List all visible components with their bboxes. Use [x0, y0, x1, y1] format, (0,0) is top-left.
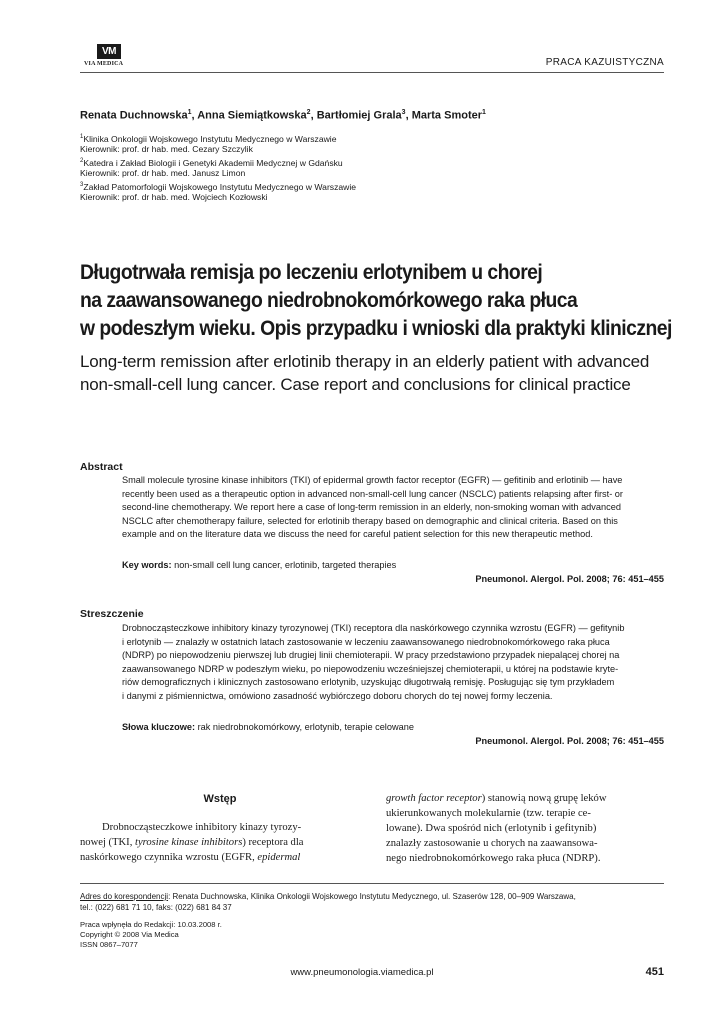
title-polish: Długotrwała remisja po leczeniu erlotynibem u chorej na zaawansowanego niedrobnokomórkowego raka płuca w podeszłym wieku. Opis przypadku i wnioski dla praktyki klinicznej — [80, 260, 672, 340]
affiliation-head: Kierownik: prof. dr hab. med. Cezary Szczylik — [80, 144, 253, 154]
author: Marta Smoter — [411, 109, 482, 122]
copyright: Copyright © 2008 Via Medica — [80, 930, 179, 939]
header-rule — [80, 72, 664, 73]
intro-heading: Wstęp — [203, 793, 237, 805]
streszczenie-heading: Streszczenie — [80, 608, 144, 620]
section-label: PRACA KAZUISTYCZNA — [545, 57, 664, 68]
author-list: Renata Duchnowska$^1$, Anna Siemiątkowska$^2$, Bartłomiej Grala$^3$, Marta Smoter$^1$ — [80, 109, 486, 122]
streszczenie-citation: Pneumonol. Alergol. Pol. 2008; 76: 451–455 — [475, 736, 664, 746]
abstract-heading: Abstract — [80, 461, 123, 473]
author: Anna Siemiątkowska — [197, 109, 307, 122]
correspondence: Adres do korespondencji: Renata Duchnowska, Klinika Onkologii Wojskowego Instytutu Medycznego, ul. Szaserów 128, 00–909 Warszawa, tel.: (022) 681 71 10, faks: (022) 681 84 37 — [80, 892, 576, 912]
page-number: 451 — [645, 966, 664, 978]
affiliation: $^3$Zakład Patomorfologii Wojskowego Instytutu Medycznego w Warszawie — [80, 181, 357, 192]
title-english: Long-term remission after erlotinib therapy in an elderly patient with advanced non-small-cell lung cancer. Case report and conclusions for clinical practice — [80, 352, 650, 394]
streszczenie-text: Drobnocząsteczkowe inhibitory kinazy tyrozynowej (TKI) receptora dla naskórkowego czynnika wzrostu (EGFR) — gefitynib i erlotynib — znalazły w ostatnich latach zastosowanie w leczeniu zaawansowanego niedrobnokomórkowego raka płuca (NDRP) po niepowodzeniu pierwszej lub drugiej linii chemioterapii. W pracy przedstawiono przypadek niepalącej chorej na zaawansowanego NDRP w podeszłym wieku, po niepowodzeniu wcześniejszej chemioterapii, u której na podstawie kryte- riów demograficznych i klinicznych zastosowano erlotynib, uzyskując długotrwałą remisję. Posługując się tym przykładem i danymi z piśmiennictwa, omówiono zasadność wybiórczego doboru chorych do tej nowej formy leczenia. — [122, 623, 625, 701]
via-medica-logo-text: VIA MEDICA — [84, 61, 124, 67]
journal-url[interactable]: www.pneumonologia.viamedica.pl — [290, 967, 434, 978]
affiliation-head: Kierownik: prof. dr hab. med. Wojciech Kozłowski — [80, 192, 268, 202]
footnote-rule — [80, 883, 664, 884]
via-medica-logo: VM — [97, 44, 121, 59]
affiliation: $^1$Klinika Onkologii Wojskowego Instytutu Medycznego w Warszawie — [80, 133, 337, 144]
issn: ISSN 0867–7077 — [80, 940, 138, 949]
affiliation-head: Kierownik: prof. dr hab. med. Janusz Limon — [80, 168, 246, 178]
affiliation: $^2$Katedra i Zakład Biologii i Genetyki Akademii Medycznej w Gdańsku — [80, 157, 343, 168]
intro-left-column: Drobnocząsteczkowe inhibitory kinazy tyrozy- nowej (TKI, tyrosine kinase inhibitors) receptora dla naskórkowego czynnika wzrostu (EGFR, epidermal — [80, 822, 304, 863]
received-date: Praca wpłynęła do Redakcji: 10.03.2008 r. — [80, 920, 222, 929]
streszczenie-keywords: Słowa kluczowe: rak niedrobnokomórkowy, erlotynib, terapie celowane — [122, 722, 414, 732]
abstract-text: Small molecule tyrosine kinase inhibitors (TKI) of epidermal growth factor receptor (EGFR) — gefitinib and erlotinib — have recently been used as a therapeutic option in advanced non-small-cell lung cancer (NSCLC) patients relapsing after first- or second-line chemotherapy. We report here a case of long-term remission in an elderly, non-smoking woman with advanced NSCLC after chemotherapy failure, selected for erlotinib therapy based on demographic and clinical criteria. Based on this example and on the literature data we discuss the need for careful patient selection for this new therapeutic method. — [122, 475, 623, 539]
abstract-keywords: Key words: non-small cell lung cancer, erlotinib, targeted therapies — [122, 560, 397, 570]
intro-right-column: growth factor receptor) stanowią nową grupę leków ukierunkowanych molekularnie (tzw. terapie ce- lowane). Dwa spośród nich (erlotynib i gefitynib) znalazły zastosowanie u chorych na zaawansowa- nego niedrobnokomórkowego raka płuca (NDRP). — [386, 793, 607, 864]
abstract-citation: Pneumonol. Alergol. Pol. 2008; 76: 451–455 — [475, 574, 664, 584]
author: Bartłomiej Grala — [316, 109, 402, 122]
author: Renata Duchnowska — [80, 109, 188, 122]
